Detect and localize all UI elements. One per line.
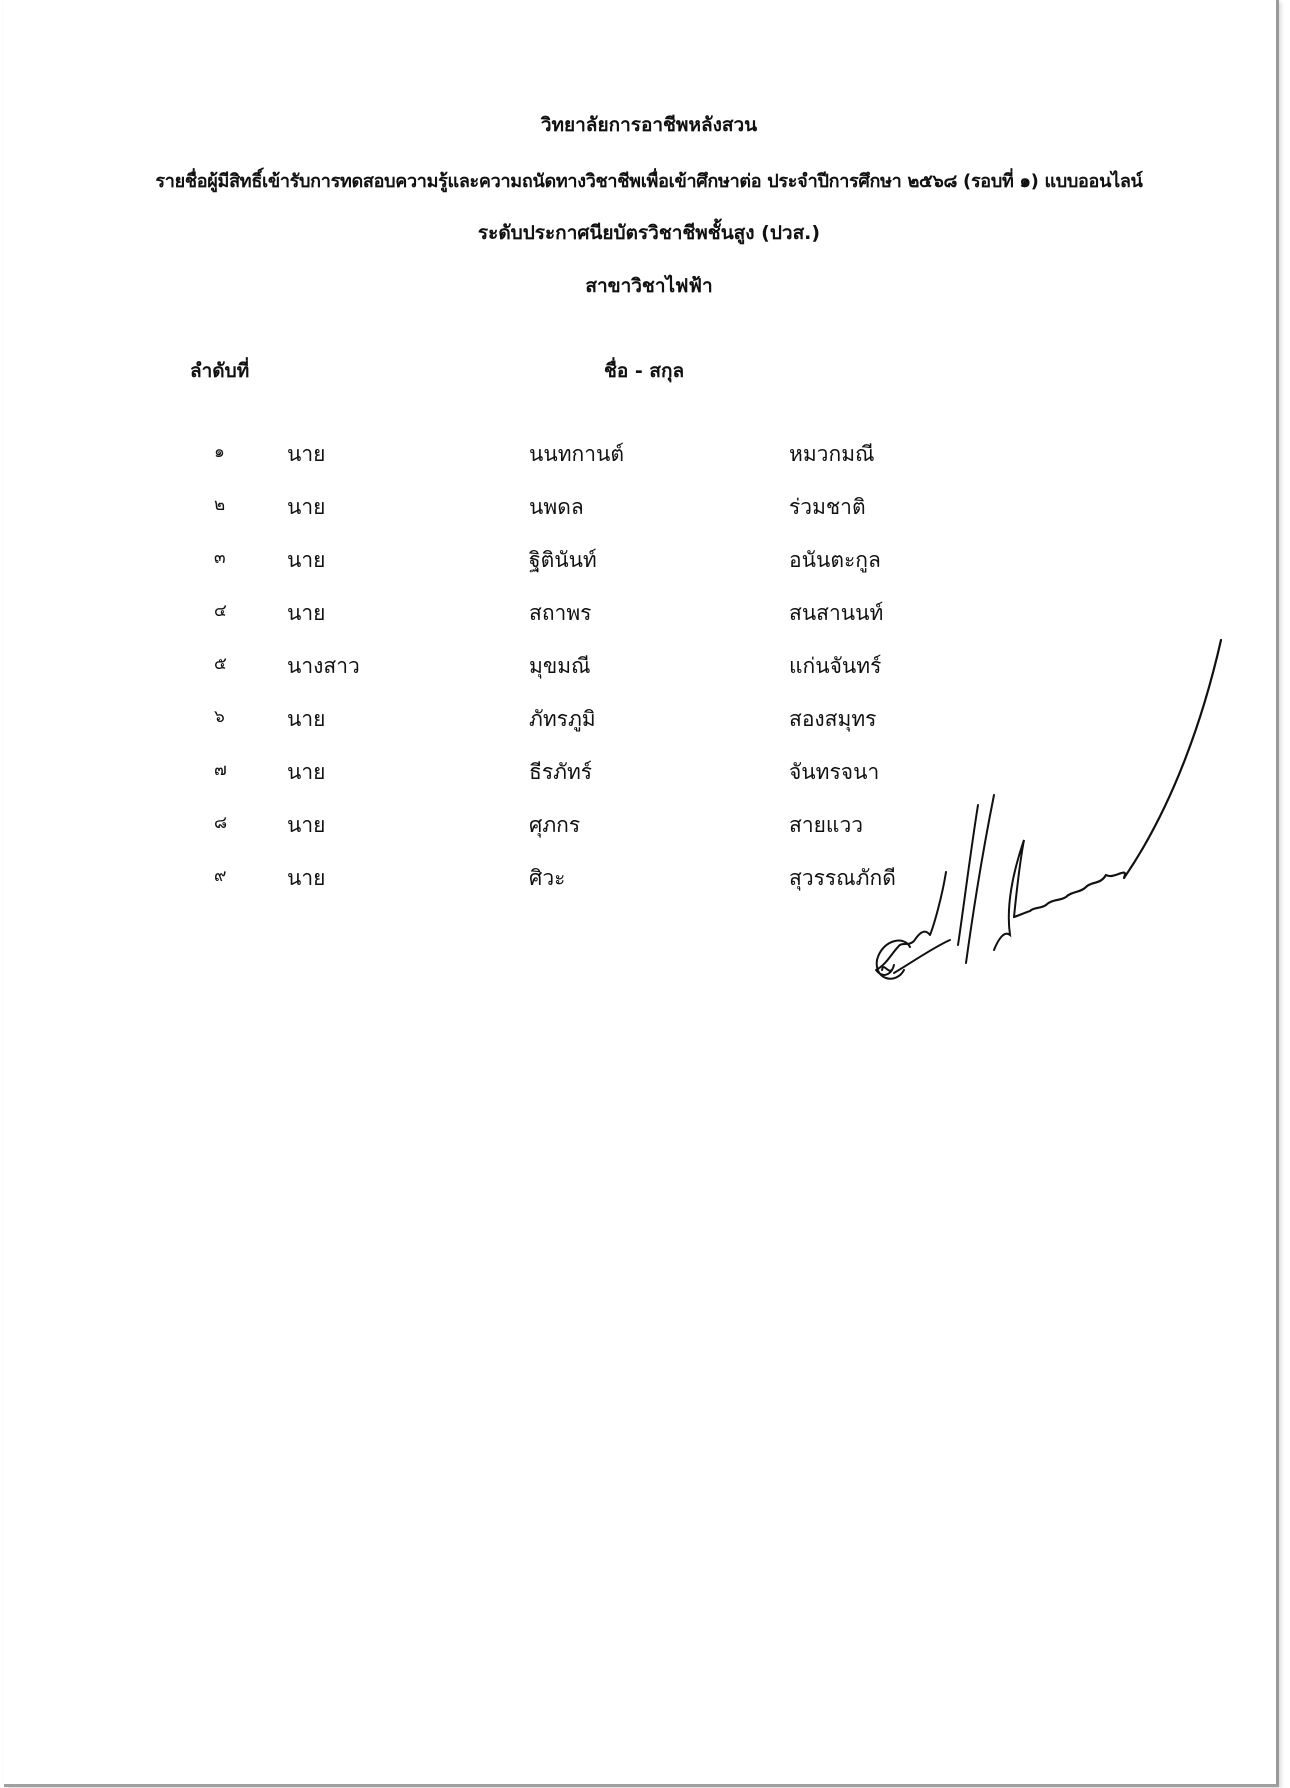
- row-title: นางสาว: [287, 654, 360, 678]
- row-title: นาย: [287, 760, 326, 784]
- row-title: นาย: [287, 548, 326, 572]
- row-last-name: สนสานนท์: [789, 601, 884, 625]
- program-level: ระดับประกาศนียบัตรวิชาชีพชั้นสูง (ปวส.): [477, 222, 821, 244]
- handwritten-signature: [874, 635, 1234, 980]
- row-number: ๕: [214, 654, 227, 674]
- row-first-name: นนทกานต์: [529, 442, 625, 466]
- row-title: นาย: [287, 866, 326, 890]
- row-last-name: สองสมุทร: [789, 707, 877, 731]
- row-number: ๒: [214, 495, 226, 515]
- row-last-name: แก่นจันทร์: [789, 654, 882, 678]
- row-first-name: ธีรภัทร์: [529, 760, 593, 784]
- row-first-name: นพดล: [529, 495, 584, 519]
- row-title: นาย: [287, 813, 326, 837]
- row-first-name: ฐิตินันท์: [529, 548, 597, 572]
- row-first-name: สถาพร: [529, 601, 592, 625]
- row-first-name: ศิวะ: [529, 866, 566, 890]
- row-number: ๗: [214, 760, 227, 780]
- row-last-name: จันทรจนา: [789, 760, 880, 784]
- row-number: ๔: [214, 601, 227, 621]
- row-title: นาย: [287, 442, 326, 466]
- announcement-title: รายชื่อผู้มีสิทธิ์เข้ารับการทดสอบความรู้และความถนัดทางวิชาชีพเพื่อเข้าศึกษาต่อ ประจำปีการศึกษา ๒๕๖๘ (รอบที่ ๑) แบบออนไลน์: [155, 171, 1143, 192]
- column-header-number: ลำดับที่: [190, 360, 250, 382]
- list-item: [4, 544, 1290, 584]
- row-number: ๖: [214, 707, 225, 727]
- row-title: นาย: [287, 707, 326, 731]
- college-name: วิทยาลัยการอาชีพหลังสวน: [540, 114, 758, 136]
- row-number: ๘: [214, 813, 228, 833]
- row-last-name: อนันตะกูล: [789, 548, 881, 572]
- list-item: [4, 597, 1290, 637]
- row-number: ๓: [214, 548, 226, 568]
- list-item: [4, 491, 1290, 531]
- row-first-name: มุขมณี: [529, 654, 591, 678]
- list-item: [4, 438, 1290, 478]
- row-number: ๑: [214, 442, 225, 462]
- major-name: สาขาวิชาไฟฟ้า: [585, 275, 713, 297]
- row-first-name: ศุภกร: [529, 813, 581, 837]
- column-header-name: ชื่อ - สกุล: [604, 360, 685, 382]
- row-last-name: สุวรรณภักดี: [789, 866, 896, 890]
- row-last-name: สายแวว: [789, 813, 864, 837]
- document-page: [4, 0, 1279, 1787]
- row-first-name: ภัทรภูมิ: [529, 707, 596, 731]
- row-number: ๙: [214, 866, 227, 886]
- row-title: นาย: [287, 495, 326, 519]
- row-title: นาย: [287, 601, 326, 625]
- row-last-name: ร่วมชาติ: [789, 495, 866, 519]
- row-last-name: หมวกมณี: [789, 442, 875, 466]
